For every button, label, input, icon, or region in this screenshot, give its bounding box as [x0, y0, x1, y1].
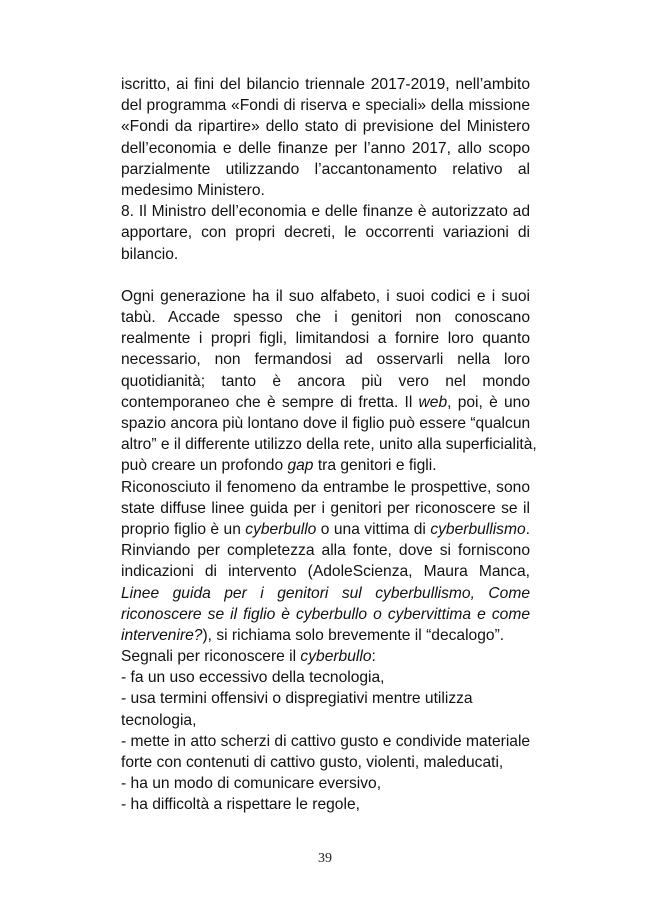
text-line — [121, 625, 530, 646]
text-line: altro” e il differente utilizzo della rete, unito alla superficialità, — [121, 436, 537, 454]
text-line: bilancio. — [121, 245, 179, 263]
text-run: tra genitori e figli. — [313, 457, 437, 475]
body-text — [121, 74, 537, 816]
text-line: Ogni generazione ha il suo alfabeto, i suoi codici e i suoi — [121, 287, 530, 305]
text-line: quotidianità; tanto è ancora più vero nel mondo — [121, 372, 530, 390]
text-run: contemporaneo che è sempre di fretta. Il — [121, 393, 419, 411]
list-item-continuation: tecnologia, — [121, 711, 197, 729]
text-run: ), si richiama solo brevemente il “decalogo”. — [202, 626, 505, 644]
italic-term: cyberbullo — [300, 648, 372, 666]
list-item: - usa termini offensivi o dispregiativi mentre utilizza — [121, 690, 473, 708]
list-intro — [121, 646, 530, 667]
list-item: - ha un modo di comunicare eversivo, — [121, 775, 382, 793]
list-item: - mette in atto scherzi di cattivo gusto e condivide materiale — [121, 732, 531, 750]
text-line: «Fondi da ripartire» dello stato di previsione del Ministero — [121, 118, 530, 136]
text-line: iscritto, ai fini del bilancio triennale 2017-2019, nell’ambito — [121, 76, 530, 93]
text-line: medesimo Ministero. — [121, 181, 265, 199]
text-line — [121, 455, 530, 476]
paragraph — [121, 477, 530, 647]
text-line: Riconosciuto il fenomeno da entrambe le prospettive, sono — [121, 478, 530, 496]
text-line: dell’economia e delle finanze per l’anno 2017, allo scopo — [121, 139, 530, 157]
text-line: state diffuse linee guida per i genitori per riconoscere se il — [121, 499, 530, 517]
text-line: indicazioni di intervento (AdoleScienza, Maura Manca, — [121, 563, 530, 581]
text-line: parzialmente utilizzando l’accantonamento relativo al — [121, 160, 530, 178]
paragraph — [121, 286, 537, 477]
paragraph — [121, 201, 530, 265]
text-run: può creare un profondo — [121, 457, 288, 475]
text-line: spazio ancora più lontano dove il figlio può essere “qualcun — [121, 415, 531, 432]
text-line: necessario, non fermandosi ad osservarli nella loro — [121, 351, 530, 369]
text-run: Segnali per riconoscere il — [121, 648, 301, 666]
italic-term: cyberbullo — [245, 520, 317, 538]
text-run: , poi, è uno — [447, 393, 530, 411]
italic-term: intervenire? — [121, 626, 203, 644]
text-run: o una vittima di — [316, 520, 431, 538]
italic-line: Linee guida per i genitori sul cyberbullismo, Come — [121, 584, 530, 602]
page-number: 39 — [318, 851, 332, 866]
signals-list — [121, 646, 530, 816]
list-item: - ha difficoltà a rispettare le regole, — [121, 796, 360, 814]
paragraph — [121, 74, 530, 201]
text-line: Rinviando per completezza alla fonte, dove si forniscono — [121, 542, 530, 560]
text-run: . — [525, 520, 530, 538]
italic-line: riconoscere se il figlio è cyberbullo o cybervittima e come — [121, 605, 530, 623]
italic-term: cyberbullismo — [430, 520, 526, 538]
text-line — [121, 392, 530, 413]
italic-term: web — [418, 393, 448, 411]
paragraph-spacer — [121, 265, 530, 286]
italic-term: gap — [287, 457, 314, 475]
text-run: : — [371, 648, 376, 666]
list-item-continuation: forte con contenuti di cattivo gusto, violenti, maleducati, — [121, 754, 504, 771]
text-line: 8. Il Ministro dell’economia e delle finanze è autorizzato ad — [121, 203, 530, 221]
text-line: realmente i propri figli, limitandosi a fornire loro quanto — [121, 330, 530, 348]
text-run: proprio figlio è un — [121, 520, 246, 538]
text-line — [121, 519, 530, 540]
text-line: apportare, con propri decreti, le occorrenti variazioni di — [121, 224, 530, 242]
text-line: tabù. Accade spesso che i genitori non conoscano — [121, 309, 530, 327]
list-item: - fa un uso eccessivo della tecnologia, — [121, 669, 385, 687]
text-line: del programma «Fondi di riserva e speciali» della missione — [121, 97, 530, 115]
